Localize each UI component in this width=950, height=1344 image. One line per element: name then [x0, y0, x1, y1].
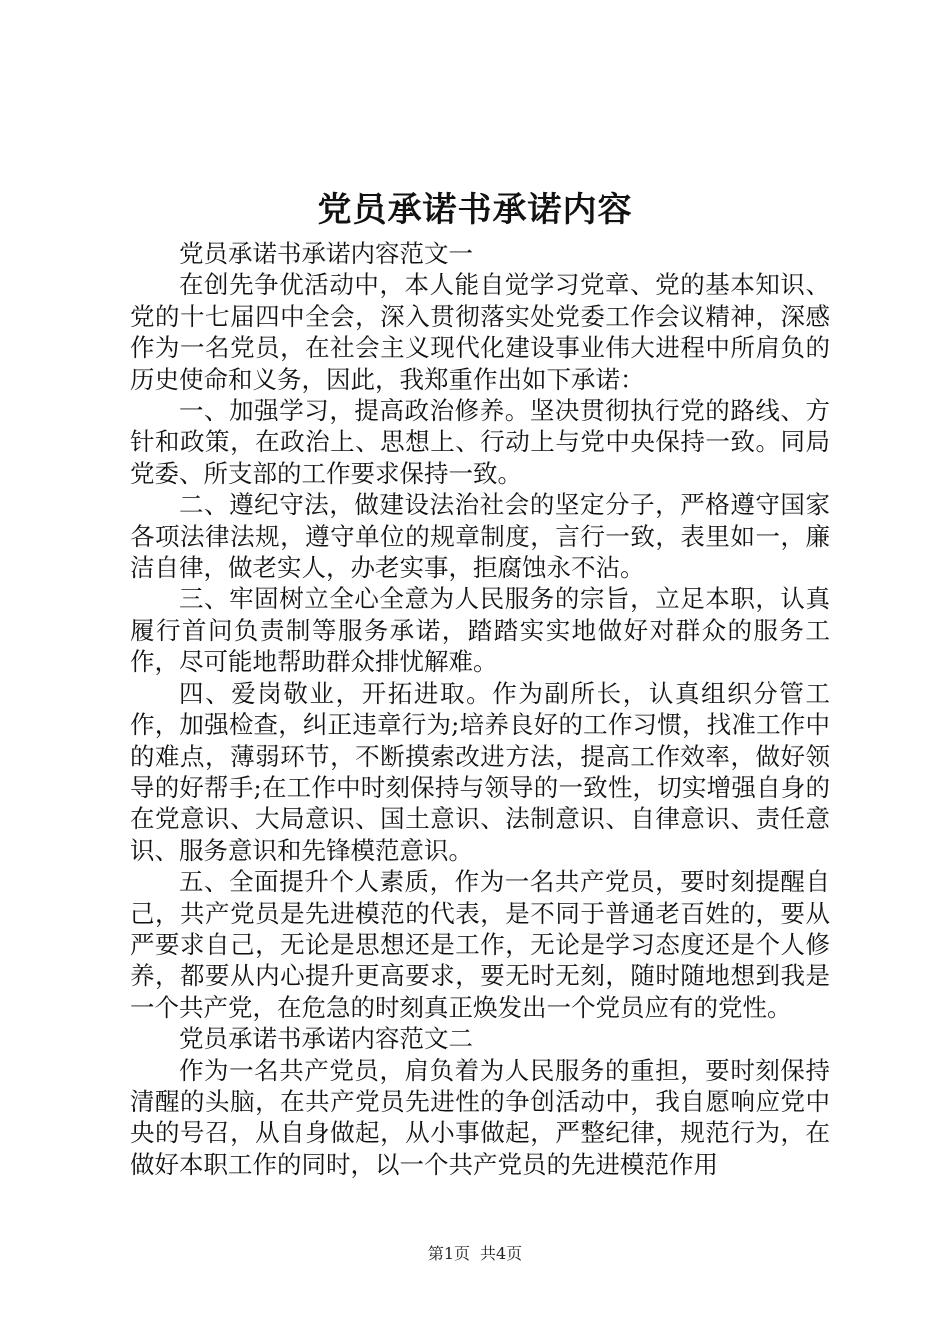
section-heading: 党员承诺书承诺内容范文二 [179, 1024, 473, 1054]
section-heading: 党员承诺书承诺内容范文一 [179, 239, 473, 268]
paragraph: 二、遵纪守法，做建设法治社会的坚定分子，严格遵守国家各项法律法规，遵守单位的规章制度，言行一致，表里如一，廉洁自律，做老实人，办老实事，拒腐蚀永不沾。 [130, 490, 830, 583]
document-title: 党员承诺书承诺内容 [317, 190, 633, 230]
document-body [130, 238, 830, 1180]
paragraph: 三、牢固树立全心全意为人民服务的宗旨，立足本职，认真履行首问负责制等服务承诺，踏踏实实地做好对群众的服务工作，尽可能地帮助群众排忧解难。 [130, 584, 830, 677]
page-footer [0, 1242, 950, 1266]
paragraph: 作为一名共产党员，肩负着为人民服务的重担，要时刻保持清醒的头脑，在共产党员先进性的争创活动中，我自愿响应党中央的号召，从自身做起，从小事做起，严整纪律，规范行为，在做好本职工作的同时，以一个共产党员的先进模范作用 [130, 1055, 830, 1179]
page-number: 第1页 [427, 1244, 470, 1263]
paragraph: 在创先争优活动中，本人能自觉学习党章、党的基本知识、党的十七届四中全会，深入贯彻落实处党委工作会议精神，深感作为一名党员，在社会主义现代化建设事业伟大进程中所肩负的历史使命和义务，因此，我郑重作出如下承诺： [130, 270, 830, 394]
paragraph: 五、全面提升个人素质，作为一名共产党员，要时刻提醒自己，共产党员是先进模范的代表，是不同于普通老百姓的，要从严要求自己，无论是思想还是工作，无论是学习态度还是个人修养，都要从内心提升更高要求，要无时无刻，随时随地想到我是一个共产党，在危急的时刻真正焕发出一个党员应有的党性。 [130, 867, 830, 1022]
paragraph: 四、爱岗敬业，开拓进取。作为副所长，认真组织分管工作，加强检查，纠正违章行为;培养良好的工作习惯，找准工作中的难点，薄弱环节，不断摸索改进方法，提高工作效率，做好领导的好帮手;在工作中时刻保持与领导的一致性，切实增强自身的在党意识、大局意识、国土意识、法制意识、自律意识、责任意识、服务意识和先锋模范意识。 [130, 678, 830, 865]
page-total: 共4页 [480, 1244, 523, 1263]
paragraph: 一、加强学习，提高政治修养。坚决贯彻执行党的路线、方针和政策，在政治上、思想上、行动上与党中央保持一致。同局党委、所支部的工作要求保持一致。 [130, 396, 830, 488]
